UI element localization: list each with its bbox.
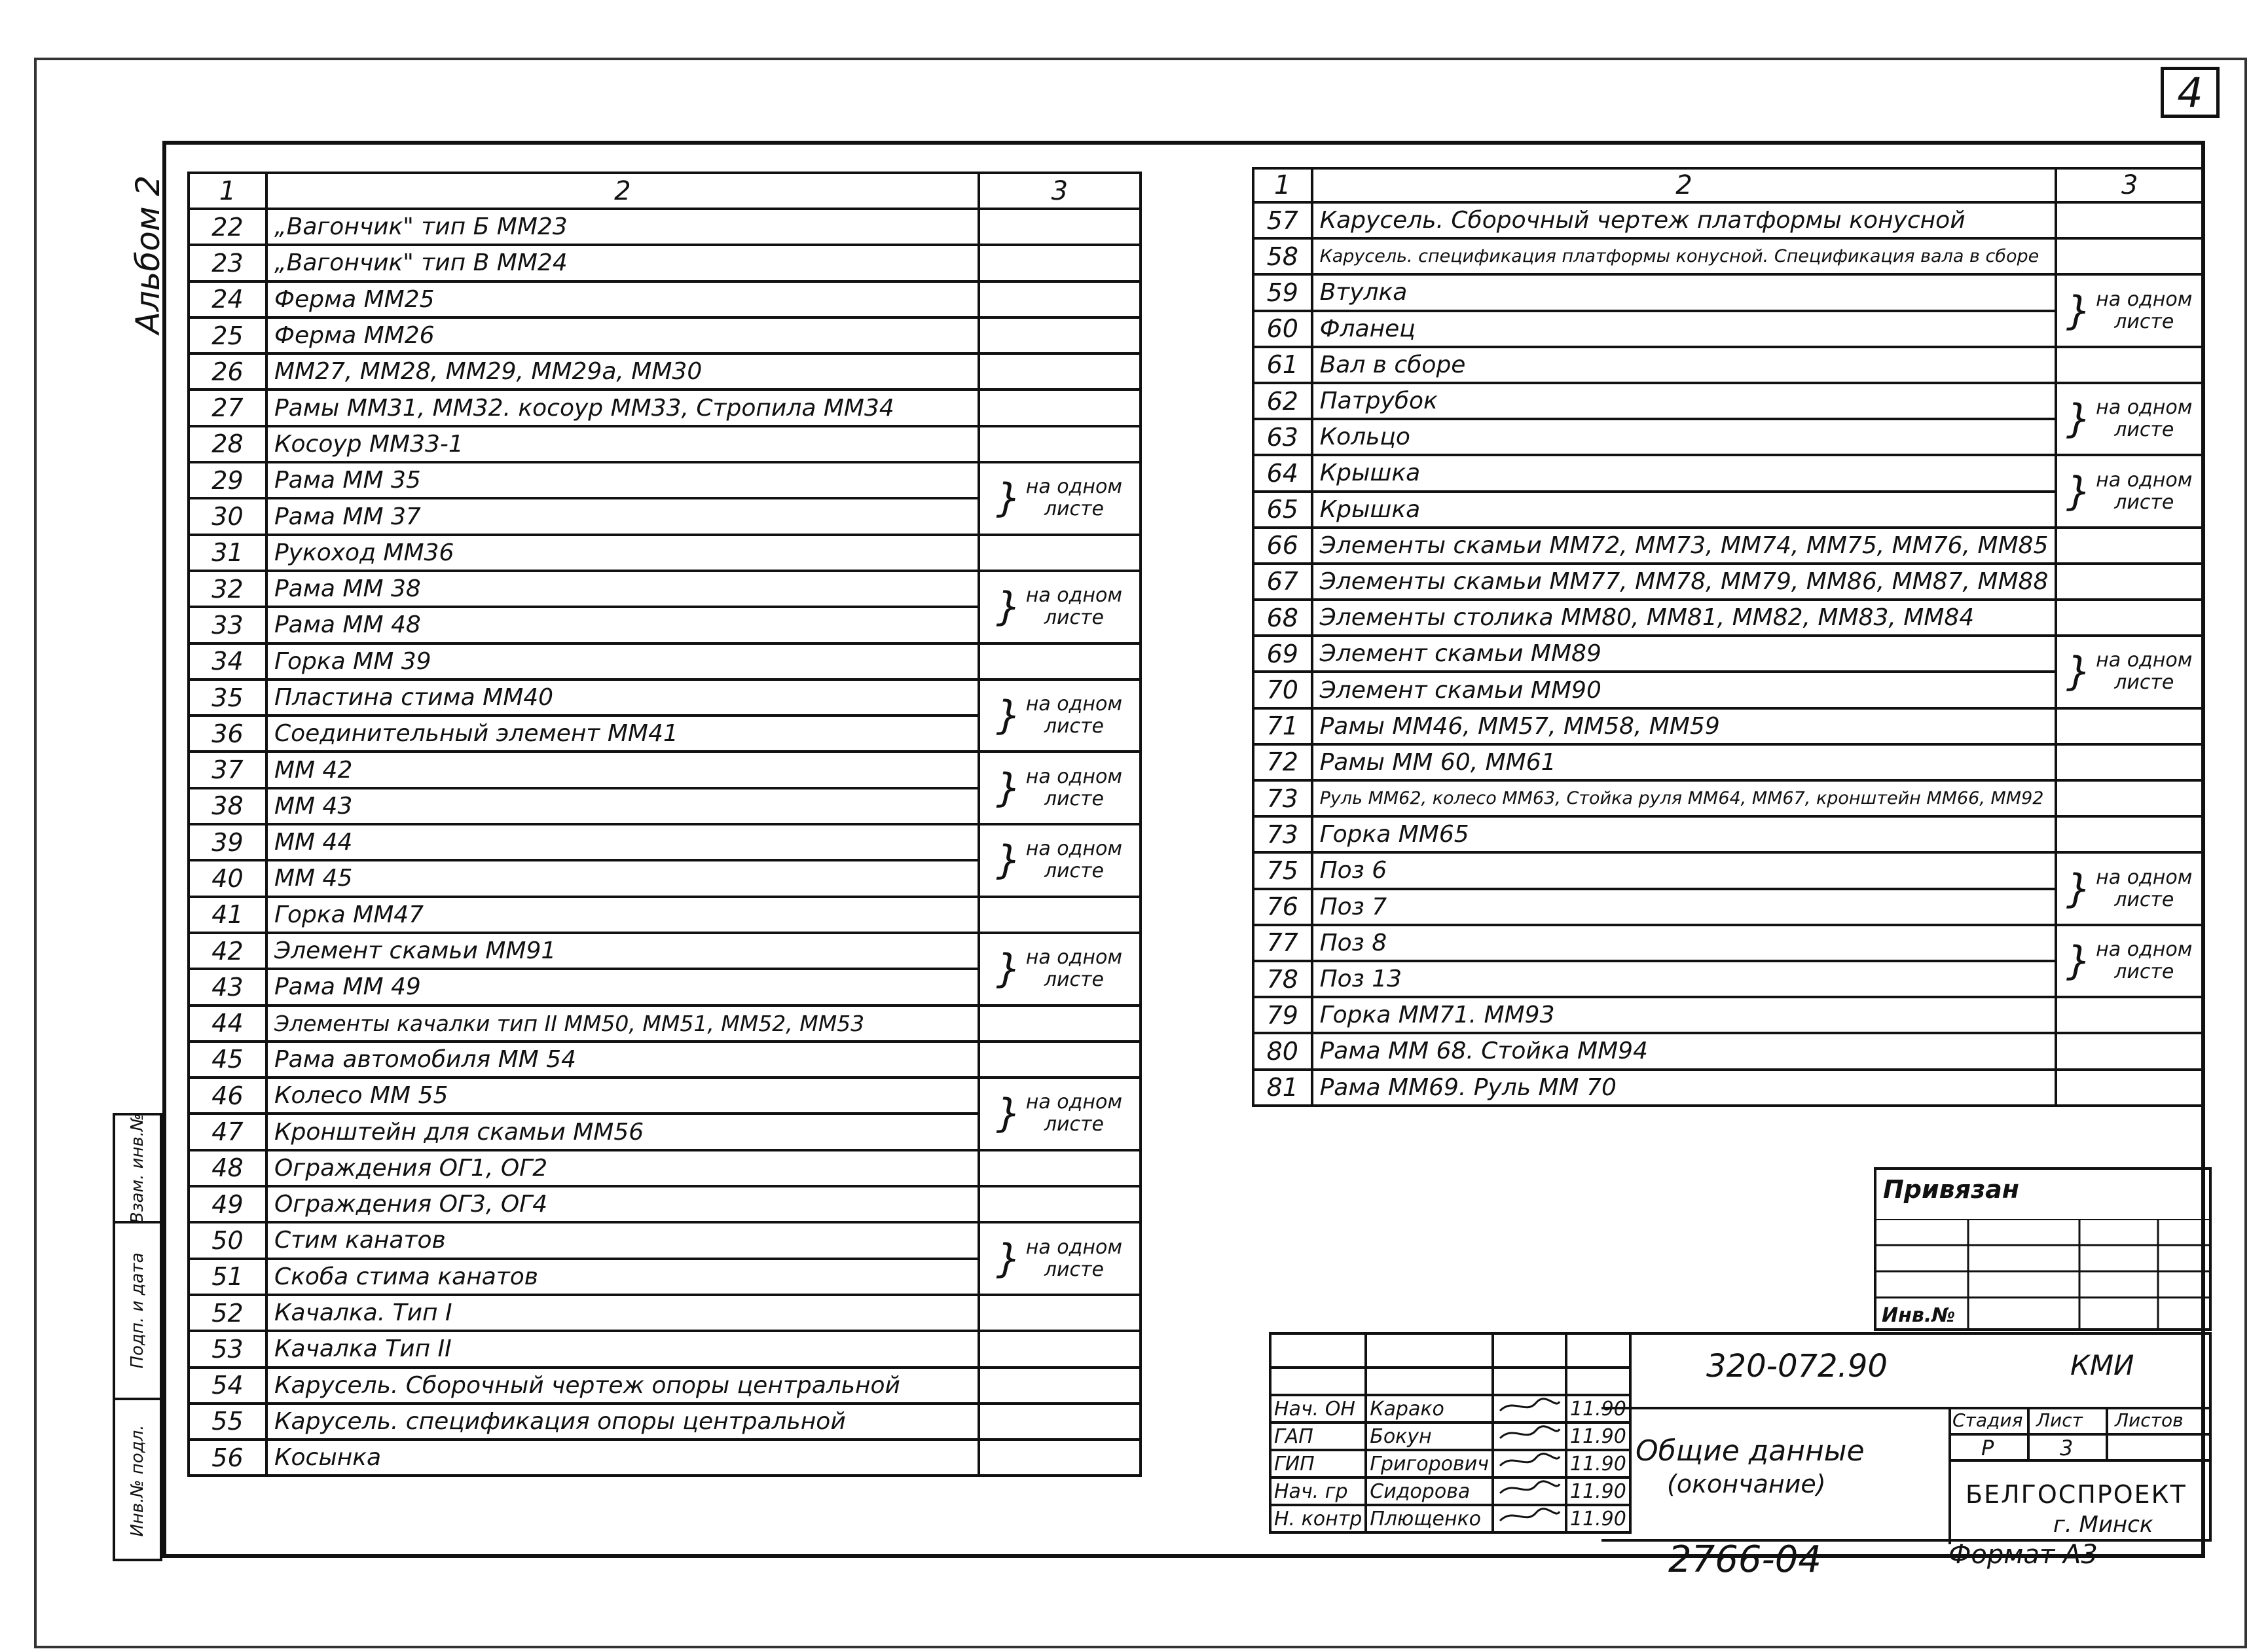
row-number: 70 <box>1253 672 1312 708</box>
note-text: на одном листе <box>2096 649 2193 695</box>
table-row <box>1253 238 2203 274</box>
row-note <box>979 643 1141 680</box>
signature-cell <box>1493 1505 1566 1532</box>
album-label <box>128 170 174 340</box>
row-title: ММ27, ММ28, ММ29, ММ29а, ММ30 <box>266 353 979 390</box>
row-number: 29 <box>189 462 266 498</box>
row-title: Втулка <box>1312 274 2057 310</box>
row-number: 32 <box>189 571 266 607</box>
row-title: Рама автомобиля ММ 54 <box>266 1042 979 1078</box>
row-number: 31 <box>189 535 266 571</box>
row-title: Крышка <box>1312 455 2057 491</box>
table-row <box>189 1150 1141 1186</box>
row-note <box>979 1006 1141 1042</box>
table-row <box>189 1404 1141 1440</box>
row-number: 77 <box>1253 925 1312 961</box>
row-title: Рама ММ 35 <box>266 462 979 498</box>
row-title: Рамы ММ 60, ММ61 <box>1312 744 2057 780</box>
table-row <box>189 571 1141 607</box>
row-title: Рама ММ69. Руль ММ 70 <box>1312 1070 2057 1106</box>
sheet-number: 4 <box>2161 67 2220 118</box>
table-row <box>1253 744 2203 780</box>
table-row <box>1253 925 2203 961</box>
row-note <box>2056 202 2203 238</box>
row-note <box>979 1368 1141 1404</box>
row-title: Косоур ММ33-1 <box>266 426 979 462</box>
row-number: 38 <box>189 788 266 824</box>
row-number: 45 <box>189 1042 266 1078</box>
table-row <box>189 1440 1141 1476</box>
row-title: Поз 6 <box>1312 852 2057 888</box>
row-number: 63 <box>1253 419 1312 455</box>
row-note <box>2056 1070 2203 1106</box>
side-label-inventory: Инв.№ подл. <box>128 1424 147 1537</box>
table-row <box>189 643 1141 680</box>
signer-name: Сидорова <box>1366 1477 1493 1505</box>
row-note: } на одном листе <box>979 571 1141 643</box>
note-text: на одном листе <box>1025 837 1122 883</box>
row-number: 71 <box>1253 708 1312 744</box>
signature-icon <box>1497 1479 1562 1498</box>
row-number: 78 <box>1253 961 1312 997</box>
table-row <box>189 1078 1141 1114</box>
row-title: Ограждения ОГ1, ОГ2 <box>266 1150 979 1186</box>
table-row <box>1253 455 2203 491</box>
table-row <box>189 897 1141 933</box>
row-number: 67 <box>1253 564 1312 600</box>
row-note: } на одном листе <box>979 1222 1141 1295</box>
privjazan-box <box>1874 1167 2212 1331</box>
inv-label: Инв.№ <box>1882 1304 1956 1327</box>
row-note <box>979 245 1141 281</box>
col-header: 2 <box>266 173 979 209</box>
col-header: 1 <box>189 173 266 209</box>
row-number: 61 <box>1253 347 1312 383</box>
row-note <box>2056 600 2203 636</box>
signer-role: Н. контр <box>1270 1505 1366 1532</box>
table-row <box>189 281 1141 317</box>
table-row <box>1253 816 2203 852</box>
col-header: 2 <box>1312 168 2057 202</box>
title-main <box>1601 1332 2212 1542</box>
row-title: ММ 44 <box>266 824 979 860</box>
row-number: 69 <box>1253 636 1312 672</box>
signer-date: 11.90 <box>1566 1395 1630 1422</box>
row-note <box>2056 708 2203 744</box>
row-number: 27 <box>189 390 266 426</box>
row-title: Вал в сборе <box>1312 347 2057 383</box>
row-number: 34 <box>189 643 266 680</box>
note-text: на одном листе <box>1025 946 1122 992</box>
row-number: 75 <box>1253 852 1312 888</box>
row-note <box>979 1042 1141 1078</box>
row-number: 58 <box>1253 238 1312 274</box>
row-number: 64 <box>1253 455 1312 491</box>
row-number: 68 <box>1253 600 1312 636</box>
table-row <box>1253 780 2203 816</box>
row-title: Рукоход ММ36 <box>266 535 979 571</box>
row-note <box>979 1186 1141 1222</box>
note-text: на одном листе <box>2096 287 2193 333</box>
row-number: 44 <box>189 1006 266 1042</box>
row-number: 66 <box>1253 528 1312 564</box>
row-number: 81 <box>1253 1070 1312 1106</box>
row-number: 55 <box>189 1404 266 1440</box>
row-note <box>979 535 1141 571</box>
row-title: Элементы столика ММ80, ММ81, ММ82, ММ83, ММ84 <box>1312 600 2057 636</box>
row-title: „Вагончик" тип Б ММ23 <box>266 209 979 245</box>
table-row <box>189 1295 1141 1331</box>
right-spec-table <box>1252 167 2204 1107</box>
row-title: Рама ММ 37 <box>266 498 979 534</box>
row-title: Рама ММ 48 <box>266 607 979 643</box>
table-row <box>189 317 1141 353</box>
table-row <box>189 1186 1141 1222</box>
row-number: 54 <box>189 1368 266 1404</box>
signer-name: Плющенко <box>1366 1505 1493 1532</box>
row-note: } на одном листе <box>2056 852 2203 924</box>
row-note: } на одном листе <box>979 752 1141 824</box>
row-title: Крышка <box>1312 492 2057 528</box>
col-header: 3 <box>2056 168 2203 202</box>
side-cell <box>115 1223 160 1400</box>
side-label-replaced: Взам. инв.№ <box>128 1113 147 1223</box>
table-row <box>1253 274 2203 310</box>
table-row <box>189 824 1141 860</box>
table-row <box>1253 564 2203 600</box>
row-title: Кольцо <box>1312 419 2057 455</box>
signer-role: Нач. ОН <box>1270 1395 1366 1422</box>
row-number: 73 <box>1253 780 1312 816</box>
row-note <box>979 317 1141 353</box>
signer-role: ГИП <box>1270 1450 1366 1477</box>
row-note <box>2056 1033 2203 1069</box>
row-number: 39 <box>189 824 266 860</box>
row-title: Горка ММ71. ММ93 <box>1312 997 2057 1033</box>
row-note <box>2056 564 2203 600</box>
table-row <box>189 680 1141 716</box>
row-number: 52 <box>189 1295 266 1331</box>
row-title: Поз 8 <box>1312 925 2057 961</box>
row-number: 33 <box>189 607 266 643</box>
signature-icon <box>1497 1506 1562 1526</box>
row-title: Руль ММ62, колесо ММ63, Стойка руля ММ64, ММ67, кронштейн ММ66, ММ92 <box>1312 780 2057 816</box>
note-text: на одном листе <box>1025 1235 1122 1281</box>
table-row <box>189 1331 1141 1367</box>
row-note <box>979 390 1141 426</box>
row-title: Ограждения ОГ3, ОГ4 <box>266 1186 979 1222</box>
row-note <box>2056 238 2203 274</box>
signer-row <box>1270 1450 1630 1477</box>
row-note <box>2056 816 2203 852</box>
row-title: Кронштейн для скамьи ММ56 <box>266 1114 979 1150</box>
row-note: } на одном листе <box>979 1078 1141 1150</box>
signer-date: 11.90 <box>1566 1450 1630 1477</box>
col-header: 3 <box>979 173 1141 209</box>
table-row <box>189 1042 1141 1078</box>
format-label: Формат А3 <box>1948 1540 2098 1570</box>
row-title: Качалка. Тип I <box>266 1295 979 1331</box>
signature-cell <box>1493 1395 1566 1422</box>
table-row <box>1253 852 2203 888</box>
table-row <box>1253 997 2203 1033</box>
note-text: на одном листе <box>1025 693 1122 738</box>
row-title: Рамы ММ46, ММ57, ММ58, ММ59 <box>1312 708 2057 744</box>
drawing-mark: КМИ <box>2070 1349 2134 1381</box>
signer-date: 11.90 <box>1566 1505 1630 1532</box>
stage-divider-v <box>2027 1407 2030 1459</box>
row-note <box>2056 744 2203 780</box>
row-title: Колесо ММ 55 <box>266 1078 979 1114</box>
row-note <box>2056 997 2203 1033</box>
row-note <box>979 426 1141 462</box>
row-number: 46 <box>189 1078 266 1114</box>
table-row <box>1253 1070 2203 1106</box>
row-note <box>2056 528 2203 564</box>
row-note <box>979 1331 1141 1367</box>
table-row <box>189 353 1141 390</box>
row-number: 53 <box>189 1331 266 1367</box>
signature-icon <box>1497 1424 1562 1443</box>
row-title: Элементы скамьи ММ72, ММ73, ММ74, ММ75, ММ76, ММ85 <box>1312 528 2057 564</box>
signature-icon <box>1497 1451 1562 1471</box>
row-number: 25 <box>189 317 266 353</box>
row-number: 28 <box>189 426 266 462</box>
row-number: 62 <box>1253 383 1312 419</box>
title-divider-v <box>1948 1407 1951 1544</box>
row-title: Элемент скамьи ММ90 <box>1312 672 2057 708</box>
row-note: } на одном листе <box>2056 383 2203 455</box>
drawing-subtitle: (окончание) <box>1667 1470 1826 1498</box>
row-title: Горка ММ 39 <box>266 643 979 680</box>
row-title: „Вагончик" тип В ММ24 <box>266 245 979 281</box>
row-number: 40 <box>189 860 266 896</box>
signer-role: ГАП <box>1270 1422 1366 1450</box>
table-row <box>189 752 1141 788</box>
table-row <box>189 1368 1141 1404</box>
signature-cell <box>1493 1450 1566 1477</box>
row-number: 37 <box>189 752 266 788</box>
row-note <box>979 1404 1141 1440</box>
row-note <box>979 281 1141 317</box>
document-number: 2766-04 <box>1668 1538 1821 1581</box>
col-header: 1 <box>1253 168 1312 202</box>
signer-date: 11.90 <box>1566 1477 1630 1505</box>
row-number: 60 <box>1253 311 1312 347</box>
row-title: Ферма ММ26 <box>266 317 979 353</box>
row-note: } на одном листе <box>979 680 1141 752</box>
row-note <box>979 353 1141 390</box>
row-number: 30 <box>189 498 266 534</box>
signer-date: 11.90 <box>1566 1422 1630 1450</box>
note-text: на одном листе <box>1025 765 1122 810</box>
note-text: на одном листе <box>2096 865 2193 911</box>
row-title: ММ 42 <box>266 752 979 788</box>
signer-name: Каракo <box>1366 1395 1493 1422</box>
table-row <box>189 462 1141 498</box>
row-title: Косынка <box>266 1440 979 1476</box>
row-note: } на одном листе <box>979 933 1141 1006</box>
organization: БЕЛГОСПРОЕКТ <box>1966 1480 2187 1509</box>
row-title: Рама ММ 38 <box>266 571 979 607</box>
table-row <box>1253 708 2203 744</box>
row-note: } на одном листе <box>2056 274 2203 346</box>
drawing-code: 320-072.90 <box>1706 1348 1888 1385</box>
table-row <box>189 535 1141 571</box>
privjazan-title: Привязан <box>1883 1175 2020 1204</box>
stage-value: Р <box>1981 1436 1994 1460</box>
stage-divider-v <box>2106 1407 2108 1459</box>
row-number: 79 <box>1253 997 1312 1033</box>
side-cell <box>115 1400 160 1561</box>
row-title: Пластина стима ММ40 <box>266 680 979 716</box>
row-title: Поз 13 <box>1312 961 2057 997</box>
signature-cell <box>1493 1422 1566 1450</box>
row-note <box>979 897 1141 933</box>
sheet-value: 3 <box>2060 1436 2074 1460</box>
note-text: на одном листе <box>2096 468 2193 514</box>
row-note: } на одном листе <box>979 824 1141 897</box>
city: г. Минск <box>2053 1512 2153 1538</box>
album-label-text: Альбом 2 <box>129 175 168 335</box>
row-title: Карусель. спецификация платформы конусной. Спецификация вала в сборе <box>1312 238 2057 274</box>
row-title: Ферма ММ25 <box>266 281 979 317</box>
row-title: Горка ММ47 <box>266 897 979 933</box>
row-title: ММ 45 <box>266 860 979 896</box>
row-title: Поз 7 <box>1312 889 2057 925</box>
side-cell <box>115 1115 160 1223</box>
row-title: Рама ММ 68. Стойка ММ94 <box>1312 1033 2057 1069</box>
row-title: Стим канатов <box>266 1222 979 1258</box>
table-row <box>1253 636 2203 672</box>
table-row <box>189 1222 1141 1258</box>
row-title: Элемент скамьи ММ91 <box>266 933 979 969</box>
signer-name: Бокун <box>1366 1422 1493 1450</box>
row-number: 47 <box>189 1114 266 1150</box>
table-row <box>189 245 1141 281</box>
row-number: 42 <box>189 933 266 969</box>
signer-row <box>1270 1505 1630 1532</box>
row-number: 57 <box>1253 202 1312 238</box>
table-row <box>189 1006 1141 1042</box>
table-row <box>1253 347 2203 383</box>
row-number: 73 <box>1253 816 1312 852</box>
stage-label: Стадия <box>1952 1409 2023 1431</box>
table-row <box>1253 600 2203 636</box>
table-row <box>1253 528 2203 564</box>
row-title: Рамы ММ31, ММ32. косоур ММ33, Стропила ММ34 <box>266 390 979 426</box>
row-title: Скоба стима канатов <box>266 1259 979 1295</box>
side-stamp <box>113 1113 162 1561</box>
row-number: 36 <box>189 716 266 752</box>
row-title: Фланец <box>1312 311 2057 347</box>
side-label-signature: Подп. и дата <box>128 1252 147 1369</box>
row-title: Карусель. Сборочный чертеж опоры центральной <box>266 1368 979 1404</box>
row-note <box>2056 347 2203 383</box>
row-note: } на одном листе <box>2056 455 2203 527</box>
row-number: 51 <box>189 1259 266 1295</box>
row-title: Соединительный элемент ММ41 <box>266 716 979 752</box>
row-title: Карусель. спецификация опоры центральной <box>266 1404 979 1440</box>
row-note <box>979 209 1141 245</box>
sheets-label: Листов <box>2115 1409 2184 1431</box>
table-row <box>189 426 1141 462</box>
signer-row <box>1270 1395 1630 1422</box>
row-title: Горка ММ65 <box>1312 816 2057 852</box>
row-note <box>2056 780 2203 816</box>
row-note <box>979 1440 1141 1476</box>
row-note: } на одном листе <box>2056 925 2203 997</box>
row-number: 41 <box>189 897 266 933</box>
row-number: 72 <box>1253 744 1312 780</box>
row-number: 23 <box>189 245 266 281</box>
row-title: Карусель. Сборочный чертеж платформы конусной <box>1312 202 2057 238</box>
sheet-label: Лист <box>2036 1409 2083 1431</box>
row-title: Патрубок <box>1312 383 2057 419</box>
signature-cell <box>1493 1477 1566 1505</box>
row-number: 76 <box>1253 889 1312 925</box>
row-note: } на одном листе <box>979 462 1141 535</box>
row-title: Элементы качалки тип II ММ50, ММ51, ММ52, ММ53 <box>266 1006 979 1042</box>
signer-row <box>1270 1422 1630 1450</box>
row-number: 26 <box>189 353 266 390</box>
row-title: Элементы скамьи ММ77, ММ78, ММ79, ММ86, ММ87, ММ88 <box>1312 564 2057 600</box>
row-number: 35 <box>189 680 266 716</box>
note-text: на одном листе <box>2096 937 2193 983</box>
table-row <box>189 933 1141 969</box>
row-number: 80 <box>1253 1033 1312 1069</box>
signature-icon <box>1497 1396 1562 1416</box>
table-row <box>189 390 1141 426</box>
table-row <box>1253 202 2203 238</box>
row-title: Элемент скамьи ММ89 <box>1312 636 2057 672</box>
row-note <box>979 1295 1141 1331</box>
note-text: на одном листе <box>1025 584 1122 630</box>
row-number: 22 <box>189 209 266 245</box>
table-row <box>189 209 1141 245</box>
row-note: } на одном листе <box>2056 636 2203 708</box>
signer-role: Нач. гр <box>1270 1477 1366 1505</box>
signer-row <box>1270 1477 1630 1505</box>
note-text: на одном листе <box>1025 475 1122 521</box>
row-title: Качалка Тип II <box>266 1331 979 1367</box>
row-number: 56 <box>189 1440 266 1476</box>
drawing-title: Общие данные <box>1636 1434 1865 1468</box>
row-number: 48 <box>189 1150 266 1186</box>
table-row <box>1253 1033 2203 1069</box>
note-text: на одном листе <box>1025 1091 1122 1136</box>
row-title: Рама ММ 49 <box>266 969 979 1005</box>
signers-table <box>1269 1332 1632 1534</box>
signer-name: Григорович <box>1366 1450 1493 1477</box>
row-number: 24 <box>189 281 266 317</box>
row-number: 50 <box>189 1222 266 1258</box>
left-spec-table <box>187 172 1142 1477</box>
note-text: на одном листе <box>2096 396 2193 442</box>
row-number: 49 <box>189 1186 266 1222</box>
row-number: 65 <box>1253 492 1312 528</box>
row-number: 43 <box>189 969 266 1005</box>
row-note <box>979 1150 1141 1186</box>
table-row <box>1253 383 2203 419</box>
row-title: ММ 43 <box>266 788 979 824</box>
row-number: 59 <box>1253 274 1312 310</box>
